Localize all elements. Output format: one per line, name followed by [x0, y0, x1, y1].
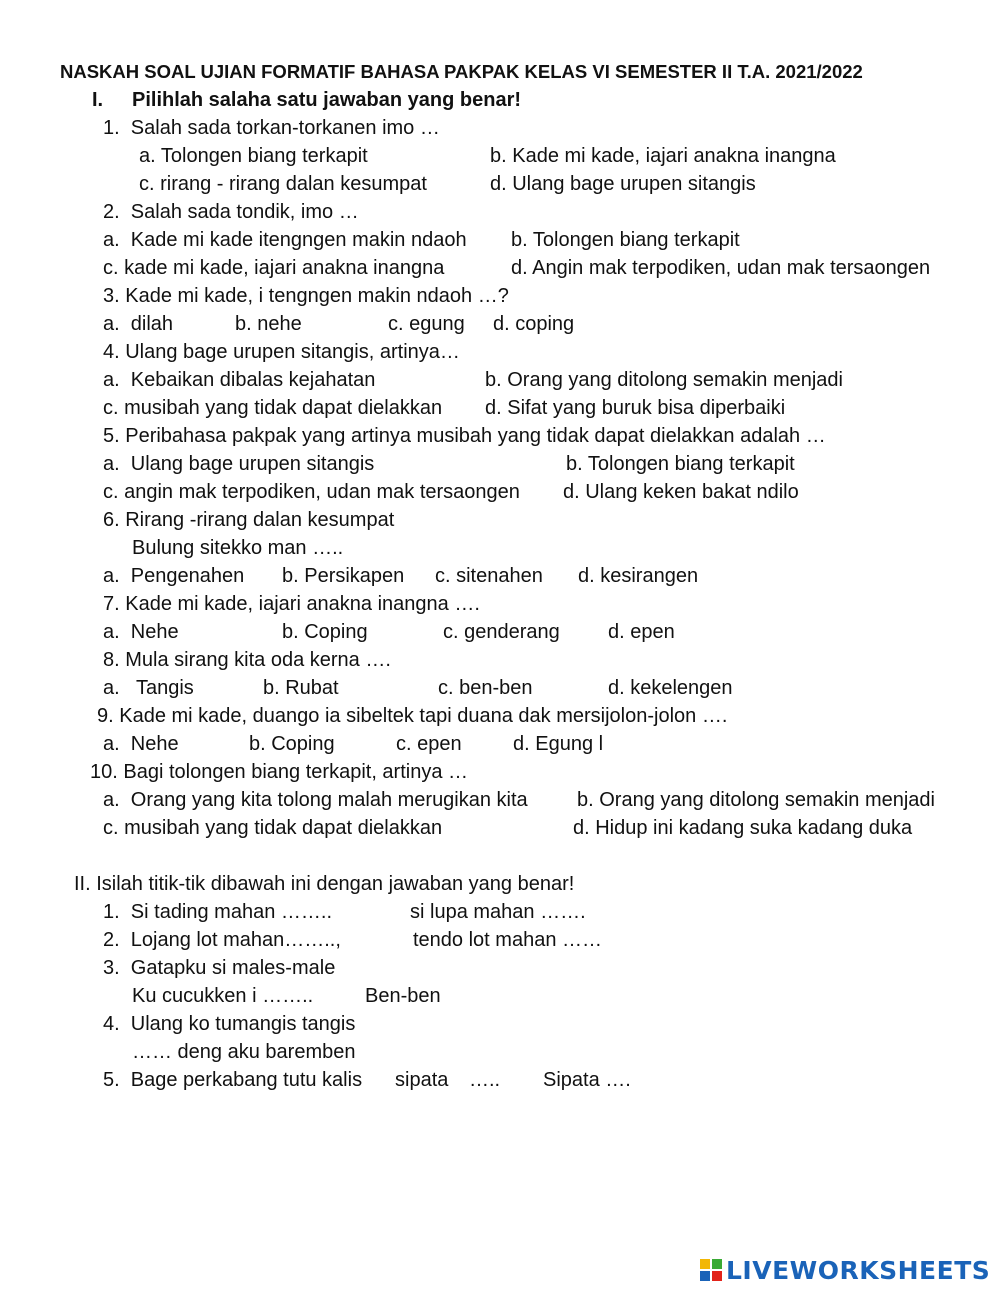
q6-stem: 6. Rirang -rirang dalan kesumpat: [103, 509, 395, 531]
q8-option-d: d. kekelengen: [608, 677, 733, 699]
q7-option-b: b. Coping: [282, 621, 368, 643]
section-2-heading: II. Isilah titik-tik dibawah ini dengan jawaban yang benar!: [74, 873, 575, 895]
q9-stem: 9. Kade mi kade, duango ia sibeltek tapi duana dak mersijolon-jolon ….: [97, 705, 728, 727]
liveworksheets-logo[interactable]: [700, 1252, 990, 1288]
q1-stem: 1. Salah sada torkan-torkanen imo …: [103, 117, 440, 139]
q6-stem-line2: Bulung sitekko man …..: [132, 537, 344, 559]
q1-option-b: b. Kade mi kade, iajari anakna inangna: [490, 145, 836, 167]
q4-stem: 4. Ulang bage urupen sitangis, artinya…: [103, 341, 460, 363]
fill-4-part-a: 4. Ulang ko tumangis tangis: [103, 1013, 356, 1035]
q10-option-a: a. Orang yang kita tolong malah merugikan kita: [103, 789, 528, 811]
q10-option-c: c. musibah yang tidak dapat dielakkan: [103, 817, 443, 839]
q5-option-b: b. Tolongen biang terkapit: [566, 453, 795, 475]
page-title: NASKAH SOAL UJIAN FORMATIF BAHASA PAKPAK KELAS VI SEMESTER II T.A. 2021/2022: [60, 61, 863, 82]
logo-square-2: [712, 1259, 722, 1269]
q5-option-d: d. Ulang keken bakat ndilo: [563, 481, 799, 503]
logo-text: LIVEWORKSHEETS: [726, 1255, 991, 1285]
fill-2-part-a: 2. Lojang lot mahan……..,: [103, 929, 341, 951]
q2-option-b: b. Tolongen biang terkapit: [511, 229, 740, 251]
liveworksheets-logo-icon: [700, 1259, 722, 1281]
q2-option-a: a. Kade mi kade itengngen makin ndaoh: [103, 229, 467, 251]
q2-option-c: c. kade mi kade, iajari anakna inangna: [103, 257, 445, 279]
q9-option-b: b. Coping: [249, 733, 335, 755]
fill-2-part-b: tendo lot mahan ……: [413, 929, 602, 951]
q6-option-b: b. Persikapen: [282, 565, 405, 587]
fill-1-part-a: 1. Si tading mahan ……..: [103, 901, 333, 923]
fill-5-part-d: Sipata ….: [543, 1069, 631, 1091]
fill-3-part-a: 3. Gatapku si males-male: [103, 957, 336, 979]
q10-option-d: d. Hidup ini kadang suka kadang duka: [573, 817, 913, 839]
q4-option-b: b. Orang yang ditolong semakin menjadi: [485, 369, 843, 391]
q6-option-d: d. kesirangen: [578, 565, 699, 587]
q7-stem: 7. Kade mi kade, iajari anakna inangna ….: [103, 593, 480, 615]
fill-1-part-b: si lupa mahan …….: [410, 901, 586, 923]
q6-option-c: c. sitenahen: [435, 565, 543, 587]
fill-3-part-c: Ku cucukken i ……..: [132, 985, 314, 1007]
q8-option-c: c. ben-ben: [438, 677, 533, 699]
section-1-number: I.: [92, 89, 104, 111]
q8-stem: 8. Mula sirang kita oda kerna ….: [103, 649, 391, 671]
q10-stem: 10. Bagi tolongen biang terkapit, artinya …: [90, 761, 469, 783]
q1-option-c: c. rirang - rirang dalan kesumpat: [139, 173, 427, 195]
q1-option-d: d. Ulang bage urupen sitangis: [490, 173, 756, 195]
q8-option-b: b. Rubat: [263, 677, 339, 699]
fill-3-part-d: Ben-ben: [365, 985, 441, 1007]
q3-option-c: c. egung: [388, 313, 465, 335]
q4-option-a: a. Kebaikan dibalas kejahatan: [103, 369, 376, 391]
q6-option-a: a. Pengenahen: [103, 565, 245, 587]
q2-option-d: d. Angin mak terpodiken, udan mak tersaongen: [511, 257, 931, 279]
q2-stem: 2. Salah sada tondik, imo …: [103, 201, 359, 223]
fill-4-part-c: …… deng aku baremben: [132, 1041, 356, 1063]
q9-option-d: d. Egung l: [513, 733, 604, 755]
fill-5-part-c: …..: [469, 1069, 501, 1091]
q9-option-c: c. epen: [396, 733, 462, 755]
logo-square-4: [712, 1271, 722, 1281]
q7-option-a: a. Nehe: [103, 621, 179, 643]
q7-option-d: d. epen: [608, 621, 675, 643]
logo-square-1: [700, 1259, 710, 1269]
q8-option-a: a. Tangis: [103, 677, 194, 699]
section-1-heading: Pilihlah salaha satu jawaban yang benar!: [132, 89, 522, 111]
q4-option-d: d. Sifat yang buruk bisa diperbaiki: [485, 397, 786, 419]
fill-5-part-b: sipata: [395, 1069, 449, 1091]
q5-stem: 5. Peribahasa pakpak yang artinya musibah yang tidak dapat dielakkan adalah …: [103, 425, 826, 447]
q1-option-a: a. Tolongen biang terkapit: [139, 145, 368, 167]
q4-option-c: c. musibah yang tidak dapat dielakkan: [103, 397, 443, 419]
q10-option-b: b. Orang yang ditolong semakin menjadi: [577, 789, 935, 811]
fill-5-part-a: 5. Bage perkabang tutu kalis: [103, 1069, 363, 1091]
q3-option-a: a. dilah: [103, 313, 174, 335]
q7-option-c: c. genderang: [443, 621, 560, 643]
logo-square-3: [700, 1271, 710, 1281]
q3-stem: 3. Kade mi kade, i tengngen makin ndaoh …?: [103, 285, 509, 307]
q5-option-a: a. Ulang bage urupen sitangis: [103, 453, 375, 475]
q3-option-b: b. nehe: [235, 313, 302, 335]
q5-option-c: c. angin mak terpodiken, udan mak tersaongen: [103, 481, 520, 503]
q3-option-d: d. coping: [493, 313, 575, 335]
q9-option-a: a. Nehe: [103, 733, 179, 755]
